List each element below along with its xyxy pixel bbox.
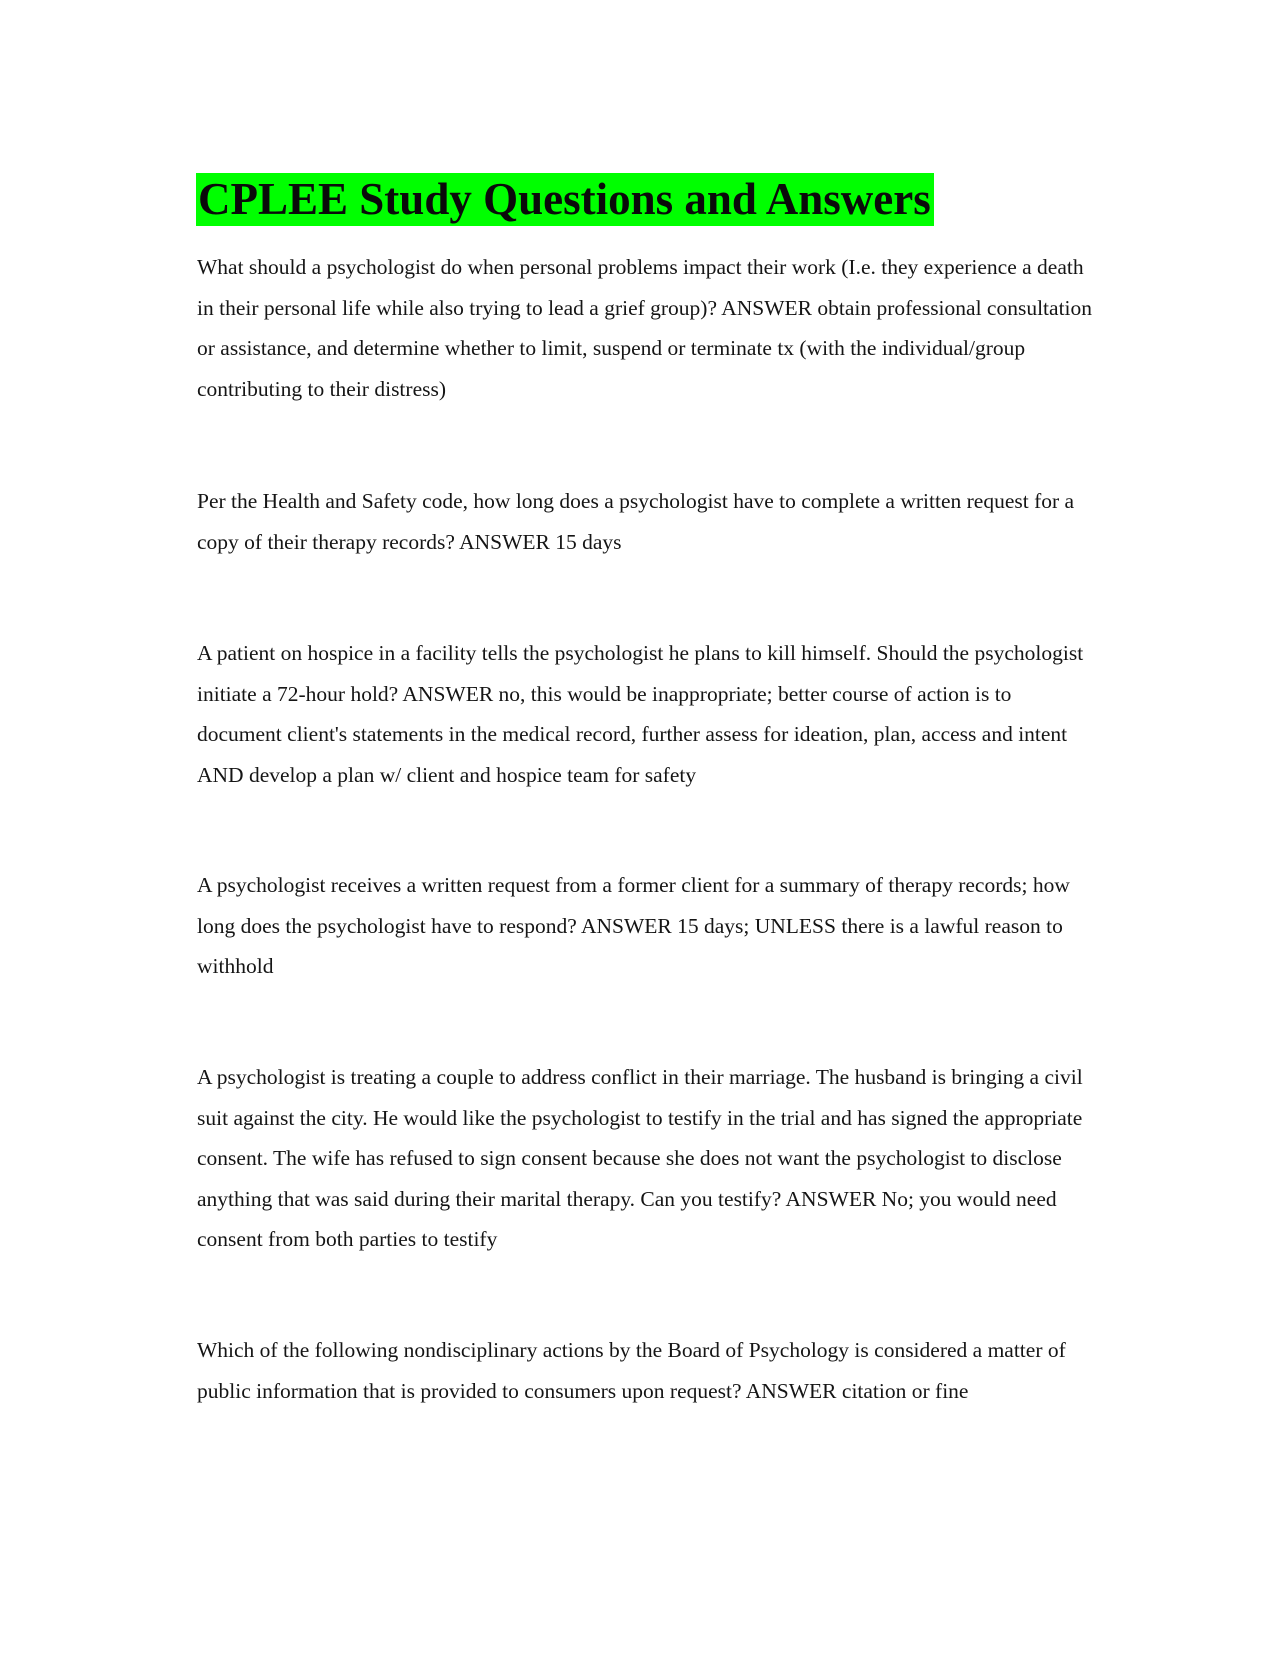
question-answer-item: Which of the following nondisciplinary actions by the Board of Psychology is considered a matter of public information that is provided to consumers upon request? ANSWER citation or fine [197, 1338, 1066, 1403]
question-answer-item: What should a psychologist do when personal problems impact their work (I.e. they experience a death in their personal life while also trying to lead a grief group)? ANSWER obtain professional consultation or assistance, and determine whether to limit, suspend or terminate tx (with the individual/group contributing to their distress) [197, 255, 1093, 401]
question-answer-item: Per the Health and Safety code, how long does a psychologist have to complete a written request for a copy of their therapy records? ANSWER 15 days [197, 489, 1075, 554]
question-answer-item: A psychologist is treating a couple to address conflict in their marriage. The husband is bringing a civil suit against the city. He would like the psychologist to testify in the trial and has signed the appropriate consent. The wife has refused to sign consent because she does not want the psychologist to disclose anything that was said during their marital therapy. Can you testify? ANSWER No; you would need consent from both parties to testify [197, 1065, 1083, 1251]
question-answer-item: A patient on hospice in a facility tells the psychologist he plans to kill himself. Should the psychologist initiate a 72-hour hold? ANSWER no, this would be inappropriate; better course of action is to document client's statements in the medical record, further assess for ideation, plan, access and intent AND develop a plan w/ client and hospice team for safety [197, 641, 1084, 787]
question-answer-item: A psychologist receives a written request from a former client for a summary of therapy records; how long does the psychologist have to respond? ANSWER 15 days; UNLESS there is a lawful reason to withhold [197, 873, 1070, 978]
document-title: CPLEE Study Questions and Answers [196, 173, 934, 226]
